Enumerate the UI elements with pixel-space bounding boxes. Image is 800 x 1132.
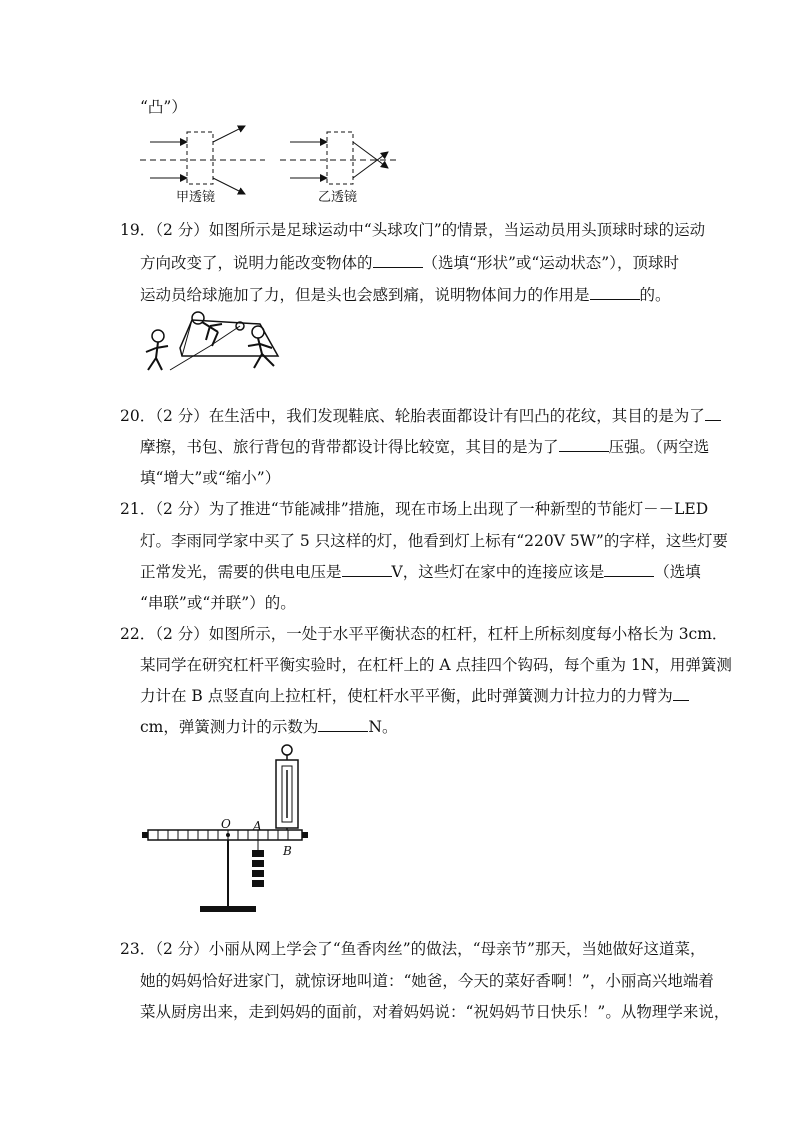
q23-line1 [120, 939, 705, 959]
q20-text-2a: 摩擦，书包、旅行背包的背带都设计得比较宽，其目的是为了 [140, 438, 559, 456]
q19-blank-1[interactable] [373, 253, 423, 268]
q23-line2: 她的妈妈恰好进家门，就惊讶地叫道：“她爸，今天的菜好香啊！”，小丽高兴地端着 [140, 972, 714, 990]
q21-text-3c: （选填 [654, 563, 701, 581]
q19-text-2a: 方向改变了，说明力能改变物体的 [140, 254, 373, 272]
q19-text-3a: 运动员给球施加了力，但是头也会感到痛，说明物体间力的作用是 [140, 286, 590, 304]
q22-line2: 某同学在研究杠杆平衡实验时，在杠杆上的 A 点挂四个钩码，每个重为 1N，用弹簧测 [140, 656, 732, 674]
q19-number: 19．（2 分） [120, 221, 209, 239]
lens-figure [130, 120, 410, 210]
q20-text-1: 在生活中，我们发现鞋底、轮胎表面都设计有凹凸的花纹，其目的是为了 [208, 407, 705, 425]
q20-line2 [140, 437, 709, 457]
q22-number: 22．（2 分） [120, 625, 209, 643]
q21-line1 [120, 499, 708, 519]
soccer-header-figure [140, 306, 290, 378]
q19-blank-2[interactable] [590, 285, 640, 300]
q19-line1 [120, 220, 705, 240]
q20-text-2b: 压强。（两空选 [608, 438, 710, 456]
q21-line3 [140, 562, 701, 582]
lever-label-a: A [253, 819, 262, 833]
continuation-text: “凸”） [140, 98, 187, 116]
q22-line4 [140, 717, 397, 737]
q20-blank-1[interactable] [705, 406, 721, 421]
lever-label-o: O [221, 817, 231, 831]
q22-line3 [140, 686, 689, 706]
q22-blank-2[interactable] [318, 717, 368, 732]
q21-text-3a: 正常发光，需要的供电电压是 [140, 563, 342, 581]
q20-line1 [120, 406, 721, 426]
q21-number: 21．（2 分） [120, 500, 209, 518]
q21-line2: 灯。李雨同学家中买了 5 只这样的灯，他看到灯上标有“220V 5W”的字样，这些灯要 [140, 532, 728, 550]
q19-text-2b: （选填“形状”或“运动状态”），顶球时 [422, 254, 679, 272]
q21-blank-2[interactable] [604, 562, 654, 577]
q20-blank-2[interactable] [559, 437, 609, 452]
q22-text-3: 力计在 B 点竖直向上拉杠杆，使杠杆水平平衡，此时弹簧测力计拉力的力臂为 [140, 687, 673, 705]
q22-text-1: 如图所示，一处于水平平衡状态的杠杆，杠杆上所标刻度每小格长为 3cm． [208, 625, 728, 643]
q23-line3: 菜从厨房出来，走到妈妈的面前，对着妈妈说：“祝妈妈节日快乐！”。从物理学来说， [140, 1003, 730, 1021]
q19-text-1: 如图所示是足球运动中“头球攻门”的情景，当运动员用头顶球时球的运动 [208, 221, 706, 239]
lens-left-label: 甲透镜 [176, 190, 216, 205]
q21-text-3b: V，这些灯在家中的连接应该是 [391, 563, 605, 581]
q19-line2 [140, 253, 679, 273]
q22-line1 [120, 624, 727, 644]
q22-text-4b: N。 [368, 718, 398, 736]
q22-text-4a: cm，弹簧测力计的示数为 [140, 718, 319, 736]
q20-number: 20．（2 分） [120, 407, 209, 425]
lens-right-label: 乙透镜 [318, 190, 358, 205]
q19-text-3b: 的。 [639, 286, 671, 304]
q19-line3 [140, 285, 671, 305]
q21-text-1: 为了推进“节能减排”措施，现在市场上出现了一种新型的节能灯－－LED [208, 500, 709, 518]
q21-blank-1[interactable] [342, 562, 392, 577]
lever-label-b: B [283, 844, 292, 858]
q23-text-1: 小丽从网上学会了“鱼香肉丝”的做法，“母亲节”那天，当她做好这道菜， [208, 940, 706, 958]
q20-line3: 填“增大”或“缩小”） [140, 469, 281, 487]
q21-line4: “串联”或“并联”）的。 [140, 594, 296, 612]
q23-number: 23．（2 分） [120, 940, 209, 958]
q22-blank-1[interactable] [673, 686, 689, 701]
